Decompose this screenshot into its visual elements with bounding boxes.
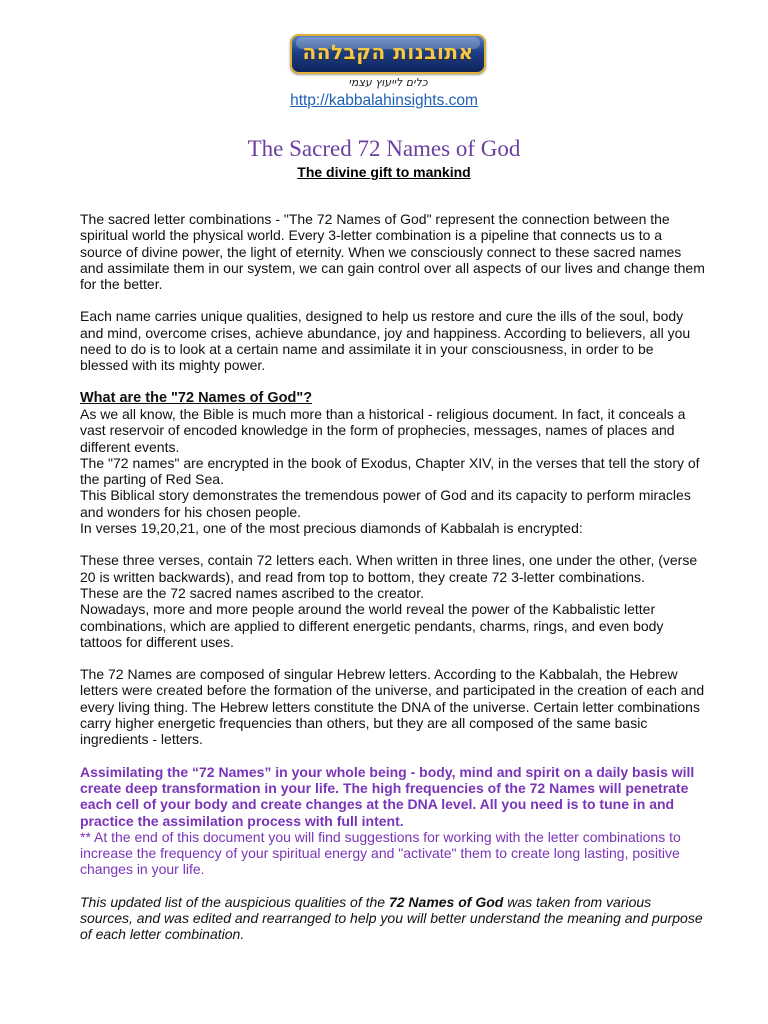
paragraph-verses: In verses 19,20,21, one of the most precious diamonds of Kabbalah is encrypted: xyxy=(80,520,583,537)
paragraph-sacred-names: These are the 72 sacred names ascribed to the creator. xyxy=(80,584,424,601)
paragraph-updated-list: This updated list of the auspicious qualities of the 72 Names of God was taken from various sources, and was edited and rearranged to help you will better understand the meaning and purpose of each letter combination. xyxy=(80,893,703,943)
paragraph-nowadays: Nowadays, more and more people around the world reveal the power of the Kabbalistic letter combinations, which are applied to different energetic pendants, charms, rings, and even body tattoos for different uses. xyxy=(80,601,664,650)
paragraph-exodus: The "72 names" are encrypted in the book of Exodus, Chapter XIV, in the verses that tell the story of the parting of Red Sea. xyxy=(80,454,700,488)
kabbalah-insights-logo xyxy=(290,34,486,94)
paragraph-intro: The sacred letter combinations - "The 72 Names of God" represent the connection between the spiritual world the physical world. Every 3-letter combination is a pipeline that connects us to a source of divine power, the light of eternity. When we consciously connect to these sacred names and assimilate them in our system, we can gain control over all aspects of our lives and change them for the better. xyxy=(80,211,705,293)
paragraph-qualities: Each name carries unique qualities, designed to help us restore and cure the ills of the soul, body and mind, overcome crises, achieve abundance, joy and happiness. According to believers, all you need to do is to look at a certain name and assimilate it in your consciousness, in order to be blessed with its mighty power. xyxy=(80,308,691,374)
logo-banner xyxy=(290,34,486,74)
page-title: The Sacred 72 Names of God xyxy=(247,136,521,161)
site-url-link[interactable]: http://kabbalahinsights.com xyxy=(290,92,478,109)
document-body xyxy=(80,211,705,943)
paragraph-biblical-story: This Biblical story demonstrates the tremendous power of God and its capacity to perform miracles and wonders for his chosen people. xyxy=(80,487,691,520)
paragraph-assimilating: Assimilating the “72 Names” in your whole being - body, mind and spirit on a daily basis will create deep transformation in your life. The high frequencies of the 72 Names will penetrate each cell of your body and create changes at the DNA level. All you need is to tune in and practice the assimilation process with full intent. xyxy=(80,763,695,829)
paragraph-hebrew-letters: The 72 Names are composed of singular Hebrew letters. According to the Kabbalah, the Hebrew letters were created before the formation of the universe, and participated in the creation of each and every living thing. The Hebrew letters constitute the DNA of the universe. Certain letter combinations carry higher energetic frequencies than others, but they are all composed of the same basic ingredients - letters. xyxy=(80,666,705,748)
logo-text: אתובנות הקבלהה xyxy=(302,40,474,64)
page-subtitle: The divine gift to mankind xyxy=(297,164,471,180)
paragraph-bible: As we all know, the Bible is much more than a historical - religious document. In fact, it conceals a vast reservoir of encoded knowledge in the form of prophecies, messages, names of places and different events. xyxy=(80,405,686,455)
paragraph-note: ** At the end of this document you will find suggestions for working with the letter combinations to increase the frequency of your spiritual energy and "activate" them to create long lasting, positive changes in your life. xyxy=(80,828,681,878)
section-heading-what-are: What are the "72 Names of God"? xyxy=(80,389,313,406)
logo-tagline: כלים לייעוץ עצמי xyxy=(348,76,428,89)
paragraph-three-verses: These three verses, contain 72 letters each. When written in three lines, one under the other, (verse 20 is written backwards), and read from top to bottom, they create 72 3-letter combinations. xyxy=(80,552,698,585)
